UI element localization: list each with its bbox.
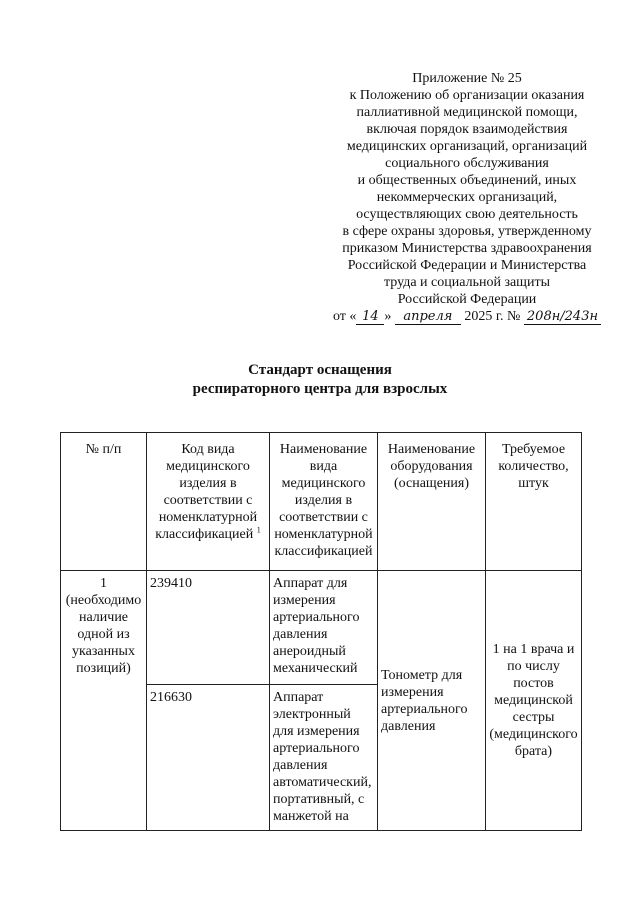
order-date-line	[322, 308, 612, 325]
appendix-line: осуществляющих свою деятельность	[356, 207, 578, 222]
header-code	[147, 433, 270, 571]
appendix-line: к Положению об организации оказания	[349, 88, 585, 103]
kind-name-cell: Аппарат для измерения артериального давления анероидный механический	[270, 571, 378, 685]
appendix-line: медицинских организаций, организаций	[346, 139, 588, 154]
code-cell: 216630	[147, 685, 270, 831]
header-code-text: Код вида медицинского изделия в соответствии с номенклатурной классификацией	[155, 442, 258, 542]
title-line-2: респираторного центра для взрослых	[192, 381, 448, 397]
date-year: 2025 г. №	[464, 309, 521, 324]
appendix-line: включая порядок взаимодействия	[366, 122, 568, 137]
appendix-line: некоммерческих организаций,	[376, 190, 558, 205]
appendix-line: в сфере охраны здоровья, утвержденному	[342, 224, 592, 239]
handwritten-day: 14	[356, 310, 384, 325]
appendix-line: и общественных объединений, иных	[357, 173, 577, 188]
header-name-equipment: Наименование оборудования (оснащения)	[378, 433, 486, 571]
footnote-marker: 1	[256, 525, 261, 535]
row-number-cell: 1 (необходимо наличие одной из указанных позиций)	[61, 571, 147, 831]
title-line-1: Стандарт оснащения	[248, 362, 392, 378]
equipment-standard-table	[60, 432, 582, 831]
table-row	[61, 571, 582, 685]
date-prefix: от «	[332, 309, 357, 324]
table-header-row	[61, 433, 582, 571]
handwritten-month: апреля	[395, 310, 461, 325]
kind-name-cell: Аппарат электронный для измерения артериального давления автоматический, портативный, с манжетой на	[270, 685, 378, 831]
header-name-kind: Наименование вида медицинского изделия в соответствии с номенклатурной классификацией	[270, 433, 378, 571]
equipment-name-cell: Тонометр для измерения артериального давления	[378, 571, 486, 831]
quantity-cell: 1 на 1 врача и по числу постов медицинской сестры (медицинского брата)	[486, 571, 582, 831]
appendix-line: приказом Министерства здравоохранения	[342, 241, 592, 256]
date-mid: »	[384, 309, 392, 324]
header-num: № п/п	[61, 433, 147, 571]
appendix-line: Российской Федерации и Министерства	[347, 258, 587, 273]
appendix-line: Приложение № 25	[412, 71, 522, 86]
code-cell: 239410	[147, 571, 270, 685]
header-quantity: Требуемое количество, штук	[486, 433, 582, 571]
document-title	[0, 361, 640, 399]
appendix-line: социального обслуживания	[385, 156, 549, 171]
appendix-line: паллиативной медицинской помощи,	[356, 105, 578, 120]
handwritten-order-number: 208н/243н	[524, 310, 601, 325]
appendix-line: Российской Федерации	[397, 292, 537, 307]
appendix-line: труда и социальной защиты	[384, 275, 550, 290]
appendix-block	[322, 70, 612, 325]
